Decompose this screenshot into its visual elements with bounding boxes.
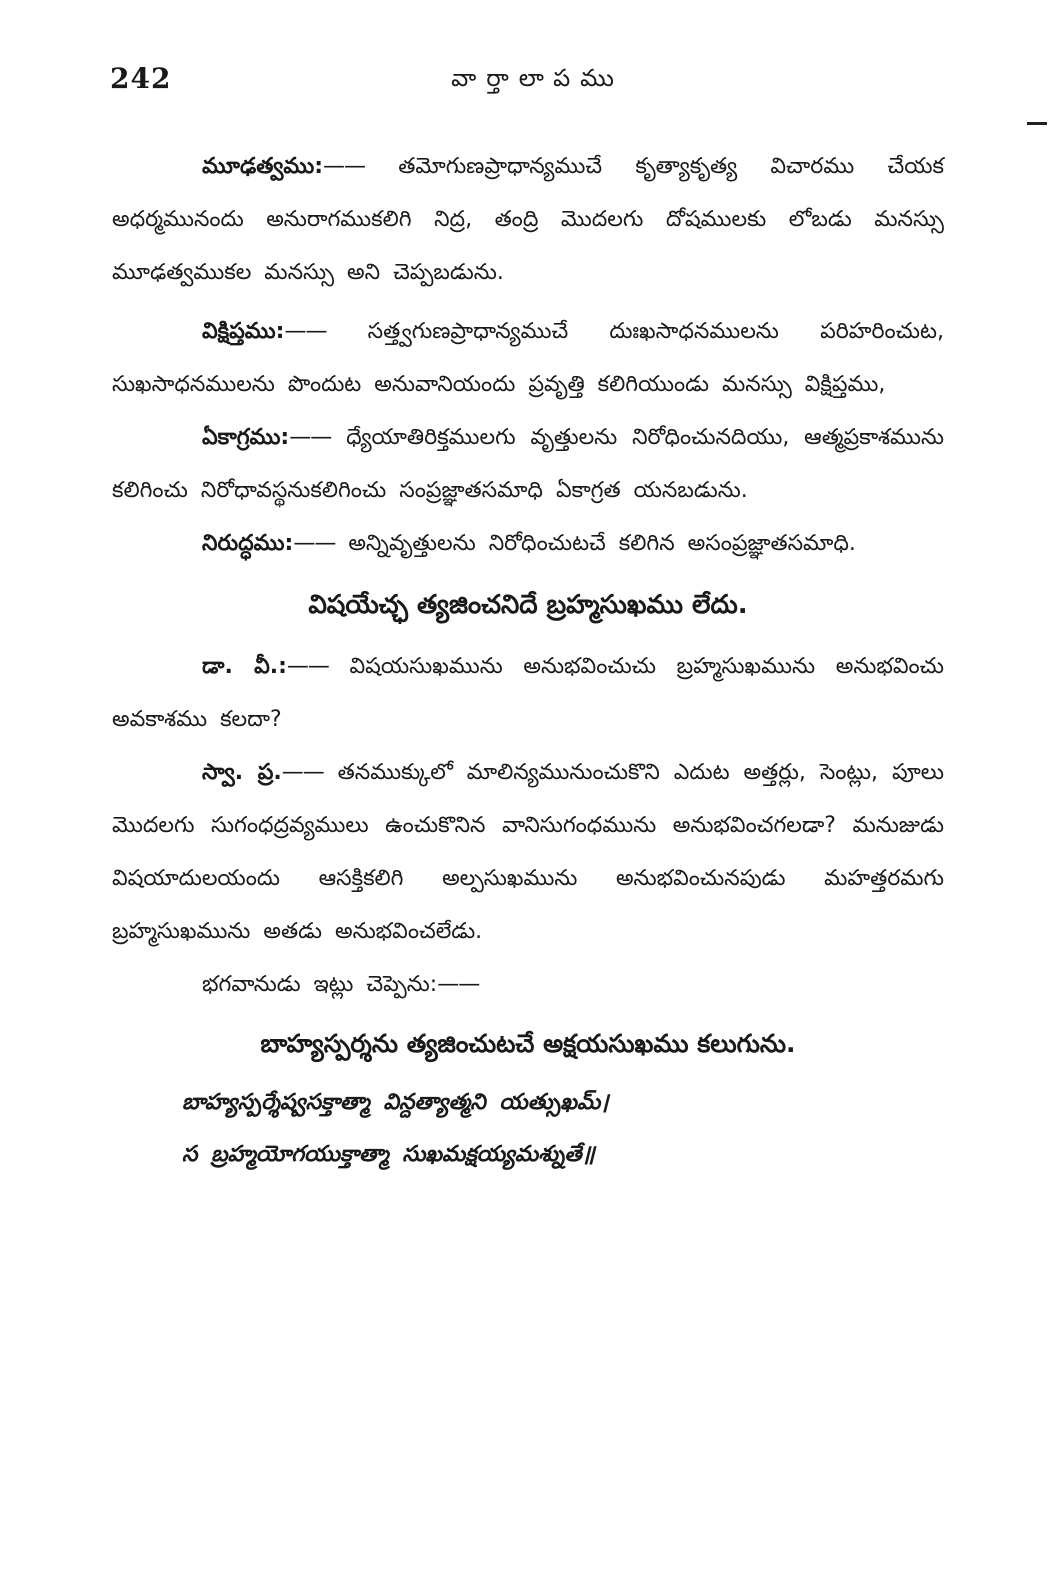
paragraph-text: విషయసుఖమును అనుభవించుచు బ్రహ్మసుఖమును అనుభవించు అవకాశము కలదా? [112,654,944,732]
paragraph-text: తమోగుణప్రాధాన్యముచే కృత్యాకృత్య విచారము చేయక అధర్మమునందు అనురాగముకలిగి నిద్ర, తంద్రి మొదలగు దోషములకు లోబడు మనస్సు మూఢత్వముకల మనస్సు అని చెప్పబడును. [112,154,944,285]
paragraph-answer [112,746,944,958]
verse-line: స బ్రహ్మయోగయుక్తాత్మా సుఖమక్షయ్యమశ్నుతే॥ [182,1142,595,1167]
em-dash: —— [323,154,366,179]
em-dash: —— [293,531,336,556]
paragraph-text: భగవానుడు ఇట్లు చెప్పెను: [202,972,438,997]
margin-mark [1027,122,1047,125]
term-vikshiptamu: విక్షిప్తము: [202,319,285,344]
speaker-label: స్వా. ప్ర. [202,760,282,785]
page-number: 242 [110,62,172,95]
body-text [112,140,944,1181]
em-dash: —— [289,425,332,450]
section-heading: బాహ్యస్పర్శను త్యజించుటచే అక్షయసుఖము కలుగును. [260,1029,796,1058]
verse-line: బాహ్యస్పర్శేష్వసక్తాత్మా విన్దత్యాత్మని యత్సుఖమ్। [182,1090,609,1115]
term-moodhatvamu: మూఢత్వము: [202,154,324,179]
paragraph-text: తనముక్కులో మాలిన్యమునుంచుకొని ఎదుట అత్తర్లు, సెంట్లు, పూలు మొదలగు సుగంధద్రవ్యములు ఉంచుకొనిన వానిసుగంధమును అనుభవించగలడా? మనుజుడు విషయాదులయందు ఆసక్తికలిగి అల్పసుఖమును అనుభవించునపుడు మహత్తరమగు బ్రహ్మసుఖమును అతడు అనుభవించలేడు. [112,760,944,944]
em-dash: —— [437,972,480,997]
paragraph-text: సత్త్వగుణప్రాధాన్యముచే దుఃఖసాధనములను పరిహరించుట, సుఖసాధనములను పొందుట అనువానియందు ప్రవృత్తి కలిగియుండు మనస్సు విక్షిప్తము, [112,319,944,397]
paragraph-moodhatvamu [112,140,944,299]
section-heading: విషయేచ్ఛ త్యజించనిదే బ్రహ్మసుఖము లేదు. [308,590,748,620]
paragraph-text: ధ్యేయాతిరిక్తములగు వృత్తులను నిరోధించునదియు, ఆత్మప్రకాశమును కలిగించు నిరోధావస్థనుకలిగించు సంప్రజ్ఞాతసమాధి ఏకాగ్రత యనబడును. [112,425,944,503]
paragraph-question [112,640,944,746]
speaker-label: డా. వీ.: [202,654,287,679]
em-dash: —— [284,319,327,344]
paragraph-bhagavan [112,958,944,1011]
running-title: వార్తాలాపము [451,64,624,92]
em-dash: —— [286,654,329,679]
term-ekagramu: ఏకాగ్రము: [202,425,290,450]
page-header [110,62,965,112]
paragraph-niruddhamu [112,517,944,570]
em-dash: —— [281,760,324,785]
paragraph-ekagramu [112,411,944,517]
paragraph-text: అన్నివృత్తులను నిరోధించుటచే కలిగిన అసంప్రజ్ఞాతసమాధి. [335,531,856,556]
term-niruddhamu: నిరుద్ధము: [202,531,294,556]
paragraph-vikshiptamu [112,305,944,411]
